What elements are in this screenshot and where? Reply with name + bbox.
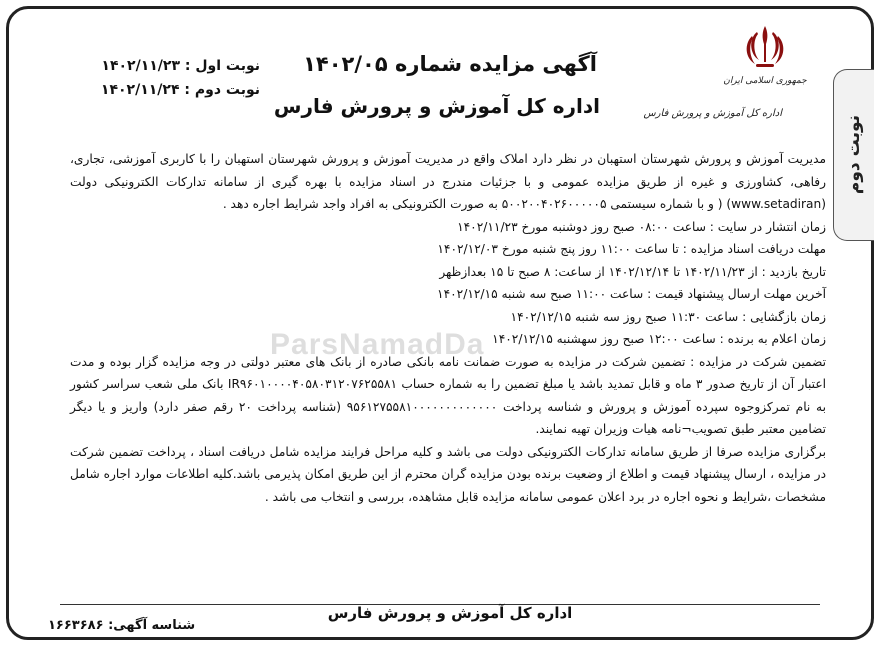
second-round-date: نوبت دوم : ۱۴۰۲/۱۱/۲۴ (100, 82, 260, 98)
opening-time: زمان بازگشایی : ساعت ۱۱:۳۰ صبح روز سه شنبه ۱۴۰۲/۱۲/۱۵ (510, 309, 826, 324)
round-tab (833, 69, 874, 241)
publish-dates (60, 58, 260, 106)
emblem (720, 22, 810, 86)
footer-org: اداره کل آموزش و پرورش فارس (327, 604, 573, 622)
ad-title: آگهی مزایده شماره ۱۴۰۲/۰۵ (303, 52, 597, 76)
document-deadline: مهلت دریافت اسناد مزایده : تا ساعت ۱۱:۰۰ روز پنج شنبه مورخ ۱۴۰۲/۱۲/۰۳ (437, 242, 826, 256)
watermark: ParsNamadDa (270, 328, 485, 361)
ad-id: شناسه آگهی: ۱۶۶۳۶۸۶ (48, 618, 196, 633)
publish-time: زمان انتشار در سایت : ساعت ۰۸:۰۰ صبح روز دوشنبه مورخ ۱۴۰۲/۱۱/۲۳ (457, 219, 826, 234)
iran-emblem-icon (743, 22, 787, 74)
first-round-date: نوبت اول : ۱۴۰۲/۱۱/۲۳ (101, 58, 260, 74)
ad-subtitle: اداره کل آموزش و پرورش فارس (273, 94, 600, 118)
emblem-org: اداره کل آموزش و پرورش فارس (643, 108, 782, 119)
process-paragraph: برگزاری مزایده صرفا از طریق سامانه تدارکات الکترونیکی دولت می باشد و کلیه مراحل فرایند مزایده شامل دریافت اسناد ، پرداخت تضمین شرکت در مزایده ، ارسال پیشنهاد قیمت و اطلاع از وضعیت برنده بودن مزایده گران محترم از این طریق امکان پذیرمی باشد.کلیه اطلاعات موارد اجاره شامل مشخصات ،شرایط و نحوه اجاره در برد اعلان عمومی سامانه مزایده قابل مشاهده، بررسی و انتخاب می باشد . (70, 444, 826, 504)
visit-date: تاریخ بازدید : از ۱۴۰۲/۱۱/۲۳ تا ۱۴۰۲/۱۲/۱۴ از ساعت: ۸ صبح تا ۱۵ بعدازظهر (439, 264, 826, 279)
offer-deadline: آخرین مهلت ارسال پیشنهاد قیمت : ساعت ۱۱:۰۰ صبح سه شنبه ۱۴۰۲/۱۲/۱۵ (437, 287, 826, 301)
emblem-caption: جمهوری اسلامی ایران (723, 76, 807, 86)
round-tab-label: نوبت دوم (844, 115, 864, 195)
ad-body (70, 148, 826, 508)
guarantee-paragraph: تضمین شرکت در مزایده : تضمین شرکت در مزایده به صورت ضمانت نامه بانکی صادره از بانک های معتبر دولتی در وجه مزایده گزار بوده و مدت اعتبار آن از تاریخ صدور ۳ ماه و قابل تمدید باشد یا مبلغ تضمین را به شماره حساب IR۹۶۰۱۰۰۰۰۴۰۵۸۰۳۱۲۰۷۶۲۵۵۸۱ بانک ملی شعب سراسر کشور به نام تمرکزوجوه سپرده آموزش و پرورش و شناسه پرداخت ۹۵۶۱۲۷۵۵۸۱۰۰۰۰۰۰۰۰۰۰۰۰۰ (شناسه پرداخت ۲۰ رقم صفر دارد) واریز و یا دیگر تضامین معتبر طبق تصویب¬نامه هیات وزیران تهیه نمایند. (70, 354, 827, 436)
winner-announcement: زمان اعلام به برنده : ساعت ۱۲:۰۰ صبح روز سهشنبه ۱۴۰۲/۱۲/۱۵ (492, 332, 826, 346)
intro-paragraph: مدیریت آموزش و پرورش شهرستان استهبان در نظر دارد املاک واقع در مدیریت آموزش و پرورش شهرستان استهبان را با کاربری آموزشی، تجاری، رفاهی، کشاورزی و غیره از طریق مزایده عمومی و با جزئیات مندرج در اسناد مزایده با بهره گیری از سامانه تدارکات الکترونیکی دولت (www.setadiran) ( و با شماره سیستمی ۵۰۰۲۰۰۴۰۲۶۰۰۰۰۰۵ به صورت الکترونیکی به افراد واجد شرایط اجاره دهد . (70, 152, 826, 211)
